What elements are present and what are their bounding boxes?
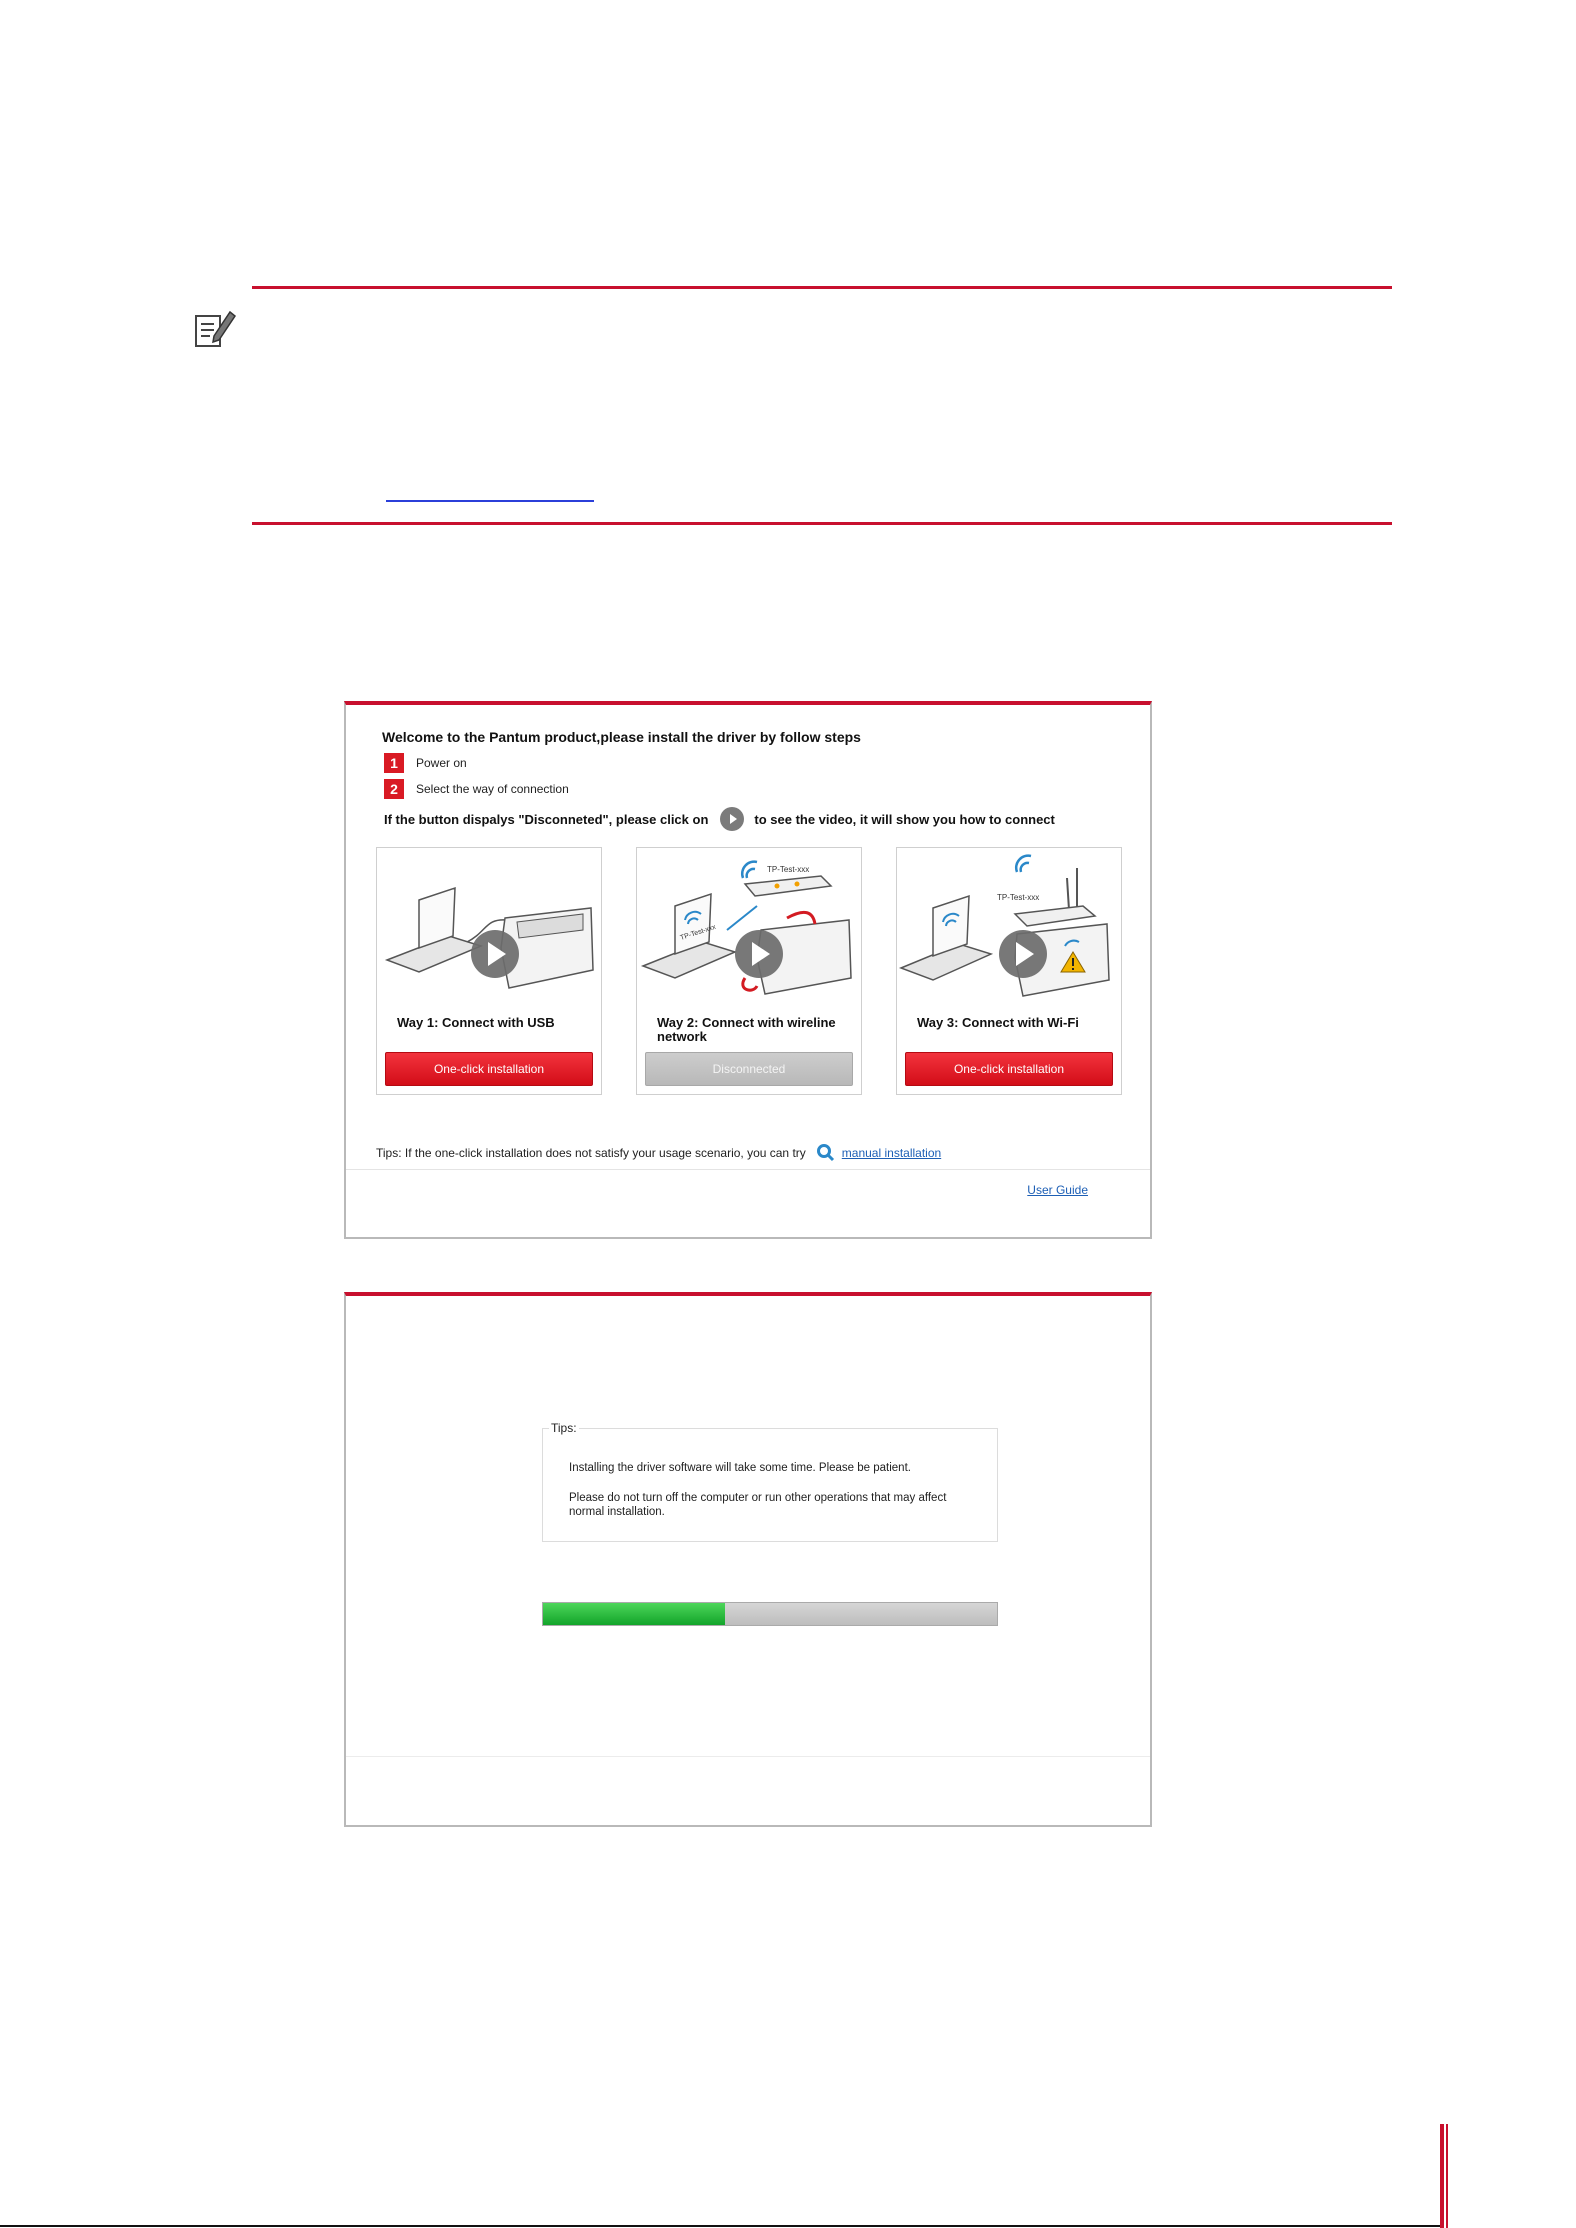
hint-before: If the button dispalys "Disconneted", please click on [384,811,709,827]
step-1 [384,753,467,773]
search-icon[interactable] [816,1143,836,1163]
install-progress-bar [542,1602,998,1626]
tips-title: Tips: [551,1421,577,1435]
way-2-disconnected-button[interactable]: Disconnected [645,1052,853,1086]
progress-divider [346,1756,1150,1757]
progress-fill [543,1603,725,1625]
hint-after: to see the video, it will show you how to connect [754,811,1055,827]
play-icon[interactable] [720,807,744,831]
laptop-ssid: TP-Test-xxx [679,923,717,942]
page-edge-bar-thin [1446,2124,1448,2228]
tip-text: Tips: If the one-click installation does not satisfy your usage scenario, you can try [376,1146,806,1160]
note-link-underline[interactable] [386,500,594,502]
manual-installation-link[interactable]: manual installation [841,1146,942,1160]
wifi-illustration [897,848,1123,1014]
way-1-label: Way 1: Connect with USB [397,1015,555,1030]
page-edge-bar [1440,2124,1444,2228]
note-icon [192,306,238,352]
installer-divider [346,1169,1150,1170]
step-1-label: Power on [416,756,467,770]
wired-illustration [637,848,863,1014]
step-2-label: Select the way of connection [416,782,569,796]
tips-line-2: Please do not turn off the computer or run other operations that may affect normal installation. [569,1492,947,1518]
step-2 [384,779,569,799]
installer-window [344,701,1152,1239]
manual-install-tip [376,1143,941,1163]
way-3-label: Way 3: Connect with Wi-Fi [917,1015,1079,1030]
tips-line-1: Installing the driver software will take some time. Please be patient. [569,1462,911,1474]
step-2-number: 2 [384,779,404,799]
user-guide-link[interactable]: User Guide [1027,1183,1088,1197]
progress-window [344,1292,1152,1827]
way-usb-card [376,847,602,1095]
tips-box [542,1421,998,1542]
way-2-label: Way 2: Connect with wireline network [657,1015,836,1044]
way-wired-card [636,847,862,1095]
usb-illustration [377,848,603,1014]
step-1-number: 1 [384,753,404,773]
router-ssid-3: TP-Test-xxx [997,893,1040,902]
way-wifi-card [896,847,1122,1095]
video-hint [384,807,1055,831]
footer-rule [0,2225,1440,2227]
note-top-rule [252,286,1392,289]
way-3-install-button[interactable]: One-click installation [905,1052,1113,1086]
installer-title: Welcome to the Pantum product,please install the driver by follow steps [382,729,861,745]
note-bottom-rule [252,522,1392,525]
router-ssid-2: TP-Test-xxx [767,865,810,874]
way-1-install-button[interactable]: One-click installation [385,1052,593,1086]
